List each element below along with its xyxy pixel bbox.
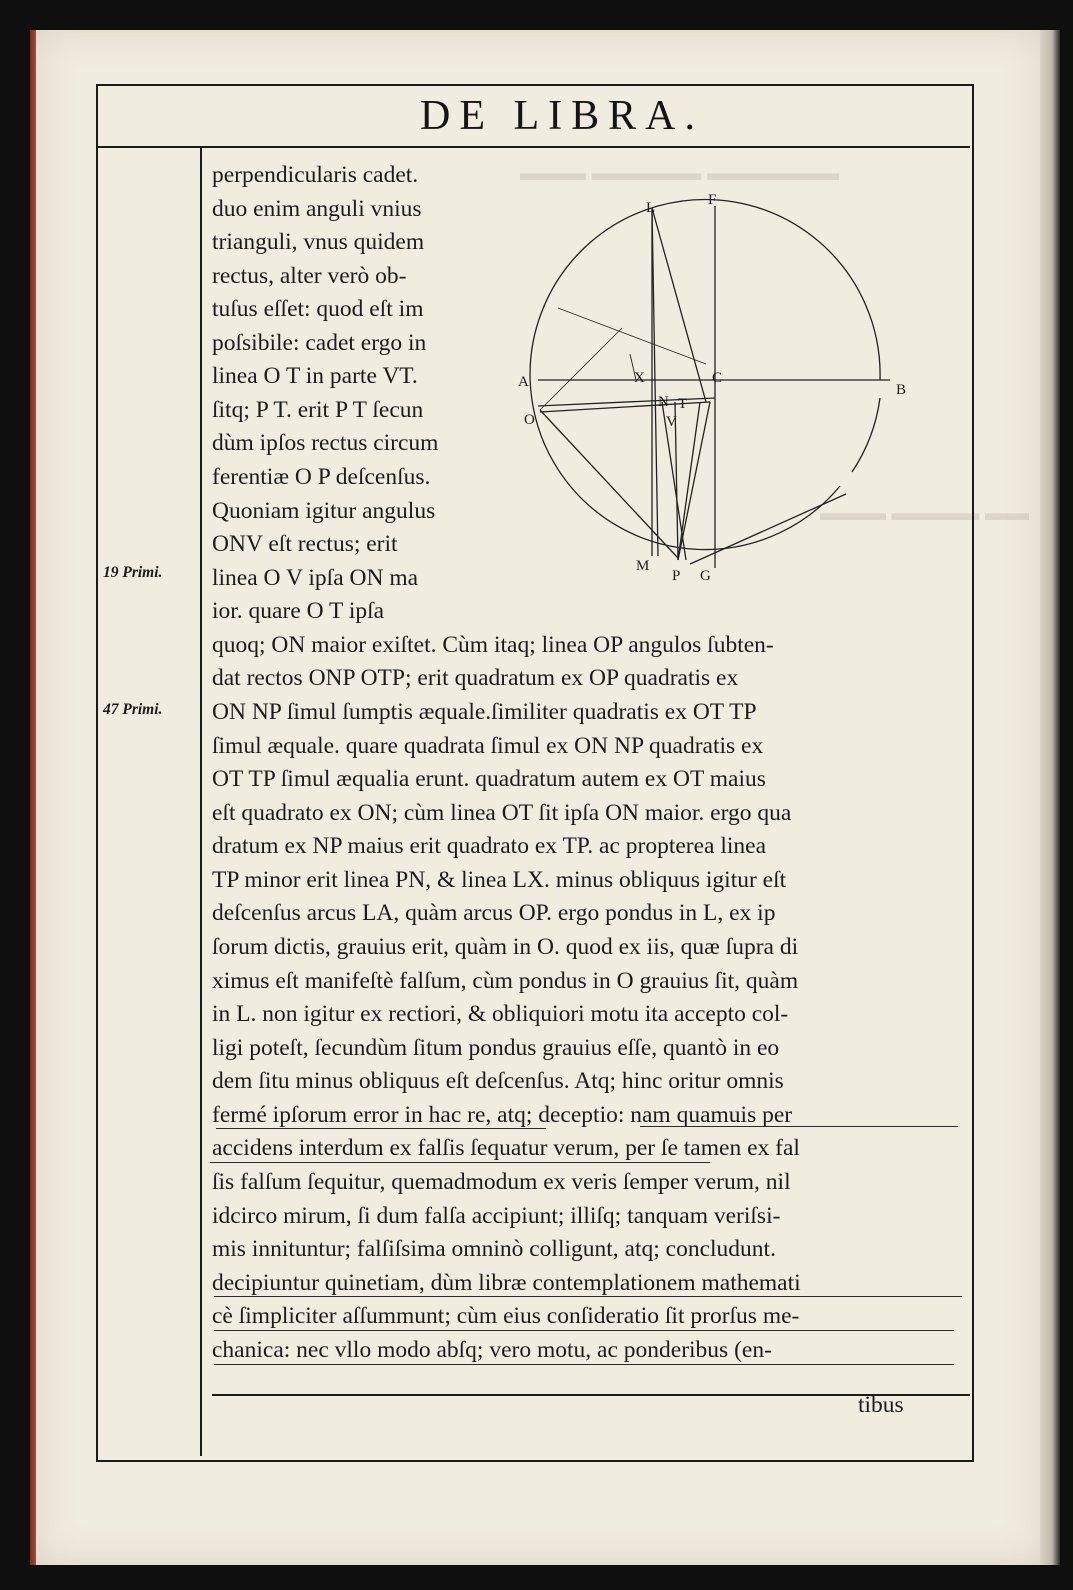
text-line: accidens interdum ex falſis ſequatur verum, per ſe tamen ex fal [212, 1135, 800, 1161]
text-line: ligi poteſt, ſecundùm ſitum pondus grauius eſſe, quantò in eo [212, 1035, 780, 1061]
margin-note: 19 Primi. [103, 564, 163, 581]
text-line: dùm ipſos rectus circum [212, 430, 439, 456]
label-B: B [896, 382, 907, 398]
text-line: chanica: nec vllo modo abſq; vero motu, ac ponderibus (en- [212, 1337, 772, 1363]
label-L: L [646, 200, 656, 216]
text-line: tuſus eſſet: quod eſt im [212, 296, 424, 322]
text-line: fermé ipſorum error in hac re, atq; deceptio: nam quamuis per [212, 1102, 793, 1128]
header-rule [98, 146, 970, 148]
label-V: V [666, 414, 677, 430]
text-line: ONV eſt rectus; erit [212, 531, 398, 557]
page-edge [1040, 30, 1060, 1565]
text-line: mis innituntur; falſiſsima omninò colligunt, atq; concludunt. [212, 1236, 776, 1262]
margin-rule [200, 148, 202, 1456]
text-line: idcirco mirum, ſi dum falſa accipiunt; illiſq; tanquam veriſsi- [212, 1203, 781, 1229]
text-line: ior. quare O T ipſa [212, 598, 385, 624]
text-line: cè ſimpliciter aſſummunt; cùm eius conſideratio ſit prorſus me- [212, 1303, 800, 1329]
label-N: N [658, 394, 669, 410]
text-line: Quoniam igitur angulus [212, 498, 436, 524]
label-X: X [634, 370, 645, 386]
text-line: ferentiæ O P deſcenſus. [212, 464, 431, 490]
show-through-mark: ▬▬▬ ▬▬▬▬ ▬▬ [820, 500, 1029, 525]
handwritten-underline [640, 1126, 958, 1127]
text-line: dem ſitu minus obliquus eſt deſcenſus. Atq; hinc oritur omnis [212, 1068, 784, 1094]
text-line: dat rectos ONP OTP; erit quadratum ex OP quadratis ex [212, 665, 739, 691]
catchword: tibus [858, 1392, 904, 1418]
label-O: O [524, 412, 535, 428]
text-line: ſorum dictis, grauius erit, quàm in O. quod ex iis, quæ ſupra di [212, 934, 799, 960]
text-line: in L. non igitur ex rectiori, & obliquiori motu ita accepto col- [212, 1001, 789, 1027]
handwritten-underline [214, 1296, 962, 1297]
text-line: ſitq; P T. erit P T ſecun [212, 397, 424, 423]
footer-rule [212, 1394, 970, 1396]
text-line: ximus eſt manifeſtè falſum, cùm pondus in O grauius ſit, quàm [212, 968, 799, 994]
text-line: trianguli, vnus quidem [212, 229, 425, 255]
label-G: G [700, 568, 711, 584]
text-line: deſcenſus arcus LA, quàm arcus OP. ergo pondus in L, ex ip [212, 900, 776, 926]
text-line: eſt quadrato ex ON; cùm linea OT ſit ipſa ON maior. ergo qua [212, 800, 792, 826]
text-line: ſimul æquale. quare quadrata ſimul ex ON NP quadratis ex [212, 733, 764, 759]
text-line: poſsibile: cadet ergo in [212, 330, 427, 356]
text-line: rectus, alter verò ob- [212, 263, 407, 289]
label-M: M [636, 558, 650, 574]
text-line: linea O T in parte VT. [212, 363, 418, 389]
margin-note: 47 Primi. [103, 701, 163, 718]
handwritten-underline [214, 1330, 954, 1331]
text-line: duo enim anguli vnius [212, 196, 422, 222]
handwritten-underline [216, 1128, 546, 1129]
text-line: OT TP ſimul æqualia erunt. quadratum autem ex OT maius [212, 766, 766, 792]
text-line: dratum ex NP maius erit quadrato ex TP. ac propterea linea [212, 833, 767, 859]
label-C: C [712, 370, 723, 386]
label-F: F [708, 192, 717, 208]
label-T: T [678, 396, 688, 412]
show-through-mark: ▬▬▬ ▬▬▬▬▬ ▬▬▬▬▬▬ [520, 160, 839, 185]
geometry-diagram [510, 188, 915, 588]
label-P: P [672, 568, 681, 584]
text-line: ON NP ſimul ſumptis æquale.ſimiliter quadratis ex OT TP [212, 699, 757, 725]
handwritten-underline [210, 1162, 710, 1163]
text-line: TP minor erit linea PN, & linea LX. minus obliquus igitur eſt [212, 867, 787, 893]
text-line: perpendicularis cadet. [212, 162, 419, 188]
handwritten-underline [214, 1364, 954, 1365]
text-line: ſis falſum ſequitur, quemadmodum ex veris ſemper verum, nil [212, 1169, 791, 1195]
running-title: DE LIBRA. [420, 93, 704, 139]
text-line: decipiuntur quinetiam, dùm libræ contemplationem mathemati [212, 1270, 801, 1296]
text-line: quoq; ON maior exiſtet. Cùm itaq; linea OP angulos ſubten- [212, 632, 774, 658]
label-A: A [518, 374, 529, 390]
text-line: linea O V ipſa ON ma [212, 565, 419, 591]
